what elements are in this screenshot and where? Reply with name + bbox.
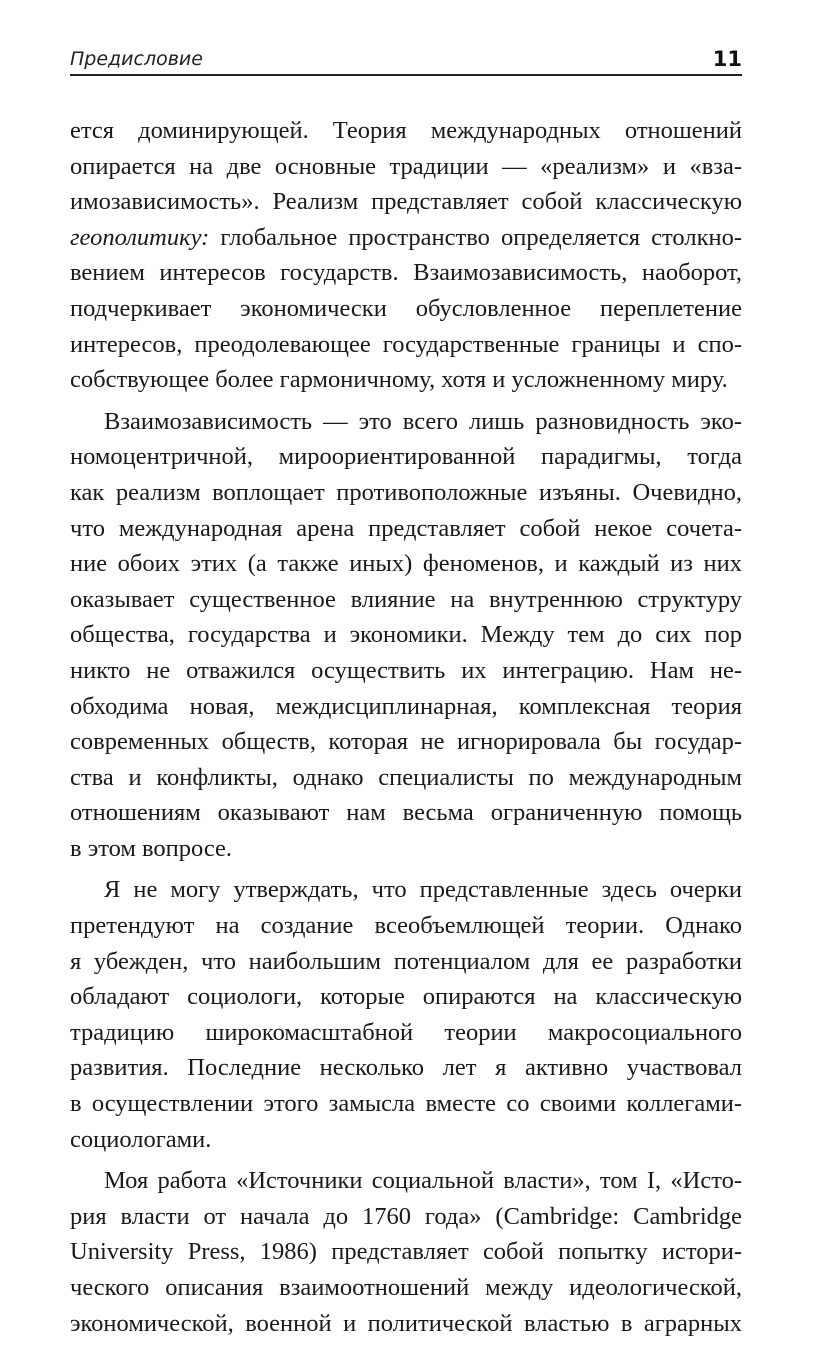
text-line: никто не отважился осуществить их интеграцию. Нам не- (70, 656, 742, 684)
body-text (70, 113, 742, 1347)
text-line: обладают социологи, которые опираются на классическую (70, 983, 742, 1011)
text-line: интересов, преодолевающее государственные границы и спо- (70, 330, 742, 358)
text-line: имозависимость». Реализм представляет собой классическую (70, 188, 742, 216)
text-line: социологами. (70, 1125, 212, 1153)
text-line: собствующее более гармоничному, хотя и усложненному миру. (70, 366, 728, 394)
italic-term: геополитику: (70, 223, 210, 251)
paragraph-4 (70, 1163, 742, 1341)
text-line: общества, государства и экономики. Между тем до сих пор (70, 621, 742, 649)
text-line (70, 220, 742, 256)
text-line: ние обоих этих (а также иных) феноменов, и каждый из них (70, 550, 742, 578)
text-line: ства и конфликты, однако специалисты по международным (70, 763, 742, 791)
text-line: развития. Последние несколько лет я активно участвовал (70, 1054, 742, 1082)
text-line: современных обществ, которая не игнорировала бы государ- (70, 728, 742, 756)
text-line: номоцентричной, мироориентированной парадигмы, тогда (70, 443, 742, 471)
text-line: в этом вопросе. (70, 834, 233, 862)
text-fragment: глобальное пространство определяется столкно- (209, 223, 742, 251)
text-line: вением интересов государств. Взаимозависимость, наоборот, (70, 259, 742, 287)
paragraph-1 (70, 113, 742, 398)
text-line: я убежден, что наибольшим потенциалом для ее разработки (70, 947, 742, 975)
text-line: подчеркивает экономически обусловленное переплетение (70, 294, 742, 322)
text-line: ется доминирующей. Теория международных отношений (70, 117, 742, 144)
running-header (70, 40, 742, 76)
text-line: традицию широкомасштабной теории макросоциального (70, 1018, 742, 1046)
text-line: обходима новая, междисциплинарная, комплексная теория (70, 692, 742, 720)
text-line: что международная арена представляет собой некое сочета- (70, 514, 742, 542)
text-line: в осуществлении этого замысла вместе со своими коллегами- (70, 1090, 742, 1118)
section-title: Предисловие (70, 48, 203, 70)
text-line: опирается на две основные традиции — «реализм» и «вза- (70, 152, 742, 180)
text-line: экономической, военной и политической властью в аграрных (70, 1309, 742, 1337)
text-line: оказывает существенное влияние на внутреннюю структуру (70, 585, 742, 613)
text-line: ческого описания взаимоотношений между идеологической, (70, 1274, 742, 1301)
page-number: 11 (712, 47, 742, 71)
text-line: претендуют на создание всеобъемлющей теории. Однако (70, 912, 742, 940)
text-line: Взаимозависимость — это всего лишь разновидность эко- (104, 407, 742, 435)
text-line: отношениям оказывают нам весьма ограниченную помощь (70, 799, 742, 827)
text-line: Я не могу утверждать, что представленные здесь очерки (104, 876, 742, 904)
paragraph-3 (70, 872, 742, 1157)
paragraph-2 (70, 404, 742, 867)
text-line: University Press, 1986) представляет собой попытку истори- (70, 1238, 742, 1266)
text-line: как реализм воплощает противоположные изъяны. Очевидно, (70, 478, 742, 506)
text-line: рия власти от начала до 1760 года» (Cambridge: Cambridge (70, 1202, 742, 1230)
text-line: Моя работа «Источники социальной власти», том I, «Исто- (104, 1167, 742, 1195)
